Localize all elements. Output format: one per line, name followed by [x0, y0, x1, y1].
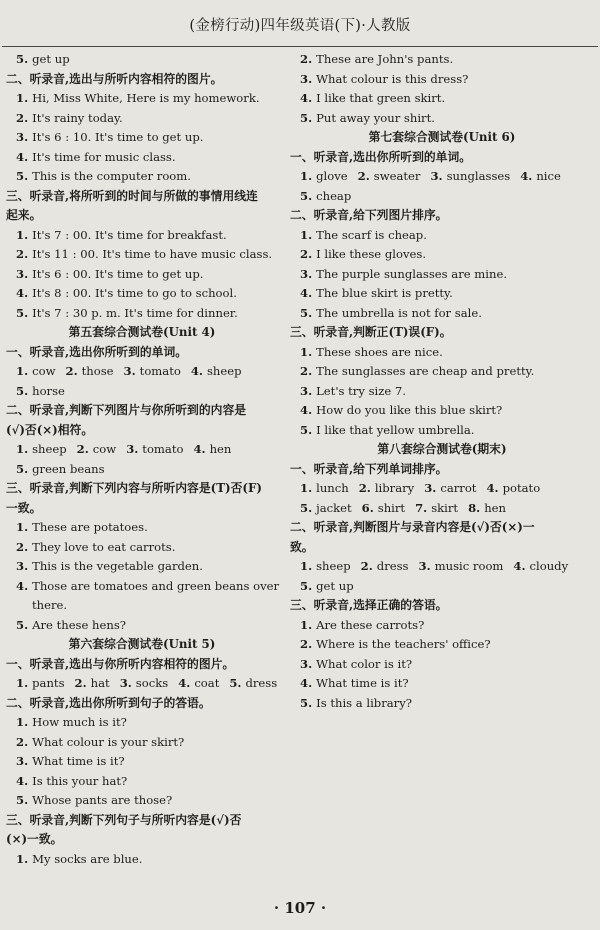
item-word: sunglasses — [446, 169, 511, 183]
item-text: This is the computer room. — [32, 169, 191, 183]
item-number: 2. — [300, 637, 313, 651]
item-number: 1. — [300, 344, 313, 359]
section-heading: 二、听录音,选出你所听到句子的答语。 — [6, 695, 211, 710]
item-text: These are potatoes. — [32, 520, 148, 534]
item-word: pants — [32, 676, 65, 690]
item-text: get up — [316, 578, 354, 593]
item-text: This is the vegetable garden. — [32, 559, 203, 573]
item-number: 4. — [300, 403, 313, 417]
answer-item — [6, 109, 278, 129]
item-word: nice — [536, 169, 561, 183]
item-text: get up — [32, 52, 70, 66]
word-list — [290, 499, 594, 519]
item-word: sweater — [373, 169, 421, 183]
item-text: Where is the teachers' office? — [316, 637, 491, 651]
item-number: 5. — [229, 676, 242, 690]
item-word: sheep — [32, 442, 67, 456]
item-number: 1. — [16, 91, 29, 105]
section-heading: 三、听录音,判断下列内容与所听内容是(T)否(F) — [6, 481, 262, 495]
answer-item — [6, 245, 278, 265]
item-number: 2. — [16, 539, 29, 554]
answer-item — [6, 713, 278, 733]
item-number: 1. — [300, 617, 313, 632]
item-number: 4. — [16, 773, 29, 788]
answer-item — [6, 518, 278, 538]
item-number: 3. — [123, 364, 136, 378]
item-number: 3. — [126, 442, 139, 456]
item-number: 5. — [300, 305, 313, 320]
answer-item — [6, 167, 278, 187]
item-text: Whose pants are those? — [32, 793, 173, 807]
item-text: How much is it? — [32, 715, 127, 729]
item-number: 6. — [361, 500, 374, 515]
item-number: 4. — [16, 149, 29, 164]
item-number: 5. — [300, 500, 313, 515]
answer-item — [290, 694, 594, 714]
item-number: 2. — [65, 364, 78, 378]
item-number: 5. — [300, 695, 313, 710]
item-number: 4. — [513, 559, 526, 573]
answer-item — [290, 343, 594, 363]
item-number: 3. — [119, 676, 132, 690]
item-word: socks — [135, 676, 169, 690]
item-number: 4. — [300, 91, 313, 105]
answer-item — [290, 109, 594, 129]
item-text: It's 6 : 10. It's time to get up. — [32, 130, 204, 144]
item-text: It's 7 : 00. It's time for breakfast. — [32, 227, 227, 242]
answer-item — [6, 382, 278, 402]
item-text: It's 7 : 30 p. m. It's time for dinner. — [32, 305, 238, 320]
item-text: What color is it? — [316, 656, 413, 671]
answer-item — [290, 50, 594, 70]
item-word: sheep — [316, 559, 351, 573]
item-number: 4. — [300, 286, 313, 300]
item-text: My socks are blue. — [32, 851, 143, 866]
item-word: music room — [434, 559, 504, 573]
item-word: coat — [194, 676, 220, 690]
item-number: 1. — [16, 520, 29, 534]
item-text: The scarf is cheap. — [316, 227, 427, 242]
item-word: lunch — [316, 481, 349, 495]
item-number: 1. — [300, 559, 313, 573]
item-text: These are John's pants. — [316, 52, 454, 66]
item-number: 2. — [16, 247, 29, 261]
answer-item — [290, 284, 594, 304]
item-text: horse — [32, 383, 65, 398]
test-title: 第七套综合测试卷(Unit 6) — [368, 130, 516, 144]
section-heading: 二、听录音,判断下列图片与你所听到的内容是 — [6, 403, 247, 417]
word-list — [6, 440, 278, 460]
item-number: 5. — [16, 383, 29, 398]
item-text: I like that green skirt. — [316, 91, 446, 105]
item-number: 4. — [486, 481, 499, 495]
item-word: dress — [245, 676, 278, 690]
item-text: How do you like this blue skirt? — [316, 403, 503, 417]
item-number: 4. — [16, 578, 29, 593]
item-word: potato — [502, 481, 541, 495]
item-number: 5. — [300, 578, 313, 593]
item-word: carrot — [440, 481, 477, 495]
item-number: 2. — [357, 169, 370, 183]
answer-item — [6, 791, 278, 811]
item-number: 2. — [360, 559, 373, 573]
section-heading: 一、听录音,选出与你所听内容相符的图片。 — [6, 656, 235, 671]
word-list — [6, 362, 278, 382]
answer-item — [290, 89, 594, 109]
item-number: 4. — [178, 676, 191, 690]
item-text: It's rainy today. — [32, 110, 123, 125]
item-number: 1. — [16, 442, 29, 456]
answer-item — [6, 850, 278, 870]
section-heading: 二、听录音,判断图片与录音内容是(√)否(×)一 — [290, 520, 535, 534]
answer-item — [6, 265, 278, 285]
item-text: The sunglasses are cheap and pretty. — [316, 364, 535, 378]
item-number: 8. — [468, 500, 481, 515]
answer-item — [290, 655, 594, 675]
word-list — [290, 557, 594, 577]
item-number: 3. — [418, 559, 431, 573]
answer-item — [290, 70, 594, 90]
answer-item — [6, 772, 278, 792]
item-text: What colour is this dress? — [316, 71, 469, 86]
item-number: 1. — [16, 676, 29, 690]
item-number: 2. — [358, 481, 371, 495]
item-number: 2. — [74, 676, 87, 690]
section-heading-continued: (√)否(×)相符。 — [6, 422, 94, 437]
item-number: 2. — [300, 247, 313, 261]
item-number: 4. — [193, 442, 206, 456]
item-word: hen — [484, 500, 506, 515]
item-number: 2. — [16, 110, 29, 125]
item-number: 5. — [300, 188, 313, 203]
item-text: What time is it? — [316, 676, 409, 690]
word-list — [290, 167, 594, 187]
item-text: Is this your hat? — [32, 773, 128, 788]
page-header: (金榜行动)四年级英语(下)·人教版 — [189, 18, 411, 34]
item-text: Put away your shirt. — [316, 110, 435, 125]
item-number: 1. — [16, 715, 29, 729]
item-number: 1. — [16, 851, 29, 866]
item-word: jacket — [316, 500, 352, 515]
section-heading: 三、听录音,将所听到的时间与所做的事情用线连 — [6, 188, 258, 203]
section-heading-continued: 起来。 — [6, 208, 42, 222]
answer-item — [290, 421, 594, 441]
section-heading-continued: 一致。 — [6, 500, 42, 515]
answer-item — [290, 635, 594, 655]
item-number: 2. — [76, 442, 89, 456]
item-text: cheap — [316, 188, 352, 203]
item-number: 1. — [300, 227, 313, 242]
item-number: 4. — [520, 169, 533, 183]
test-title: 第八套综合测试卷(期末) — [377, 442, 507, 456]
item-text: I like these gloves. — [316, 247, 427, 261]
item-number: 3. — [424, 481, 437, 495]
section-heading-continued: (×)一致。 — [6, 832, 63, 846]
answer-item — [6, 226, 278, 246]
answer-item — [6, 538, 278, 558]
item-text: Those are tomatoes and green beans over — [32, 578, 280, 593]
test-title: 第五套综合测试卷(Unit 4) — [68, 325, 216, 339]
section-heading: 三、听录音,选择正确的答语。 — [290, 598, 448, 612]
answer-item — [6, 577, 278, 597]
answer-item — [290, 187, 594, 207]
item-number: 1. — [300, 481, 313, 495]
item-word: tomato — [142, 442, 184, 456]
answer-item — [290, 382, 594, 402]
item-word: library — [374, 481, 415, 495]
item-text: Is this a library? — [316, 695, 412, 710]
item-number: 3. — [300, 656, 313, 671]
item-text: I like that yellow umbrella. — [316, 422, 475, 437]
item-number: 3. — [16, 266, 29, 281]
item-word: tomato — [139, 364, 181, 378]
left-column — [6, 50, 278, 869]
item-word: sheep — [206, 364, 242, 378]
answer-item — [6, 557, 278, 577]
item-text: green beans — [32, 461, 105, 476]
item-text: The blue skirt is pretty. — [316, 286, 453, 300]
item-word: cow — [32, 364, 56, 378]
section-heading: 二、听录音,选出与所听内容相符的图片。 — [6, 71, 223, 86]
right-column — [290, 50, 594, 713]
item-number: 1. — [300, 169, 313, 183]
answer-item — [6, 616, 278, 636]
item-number: 3. — [16, 754, 29, 768]
item-number: 2. — [300, 52, 313, 66]
item-number: 2. — [300, 364, 313, 378]
word-list — [6, 674, 278, 694]
item-number: 1. — [16, 227, 29, 242]
item-text: It's 6 : 00. It's time to get up. — [32, 266, 204, 281]
item-number: 5. — [16, 461, 29, 476]
answer-item — [6, 89, 278, 109]
item-number: 5. — [16, 169, 29, 183]
answer-item — [6, 460, 278, 480]
item-text: The purple sunglasses are mine. — [316, 266, 507, 281]
item-word: cow — [92, 442, 117, 456]
item-word: shirt — [377, 500, 406, 515]
answer-item — [6, 148, 278, 168]
section-heading: 二、听录音,给下列图片排序。 — [290, 208, 448, 222]
answer-item — [290, 674, 594, 694]
item-word: dress — [376, 559, 409, 573]
item-word: hat — [90, 676, 110, 690]
item-number: 3. — [300, 71, 313, 86]
section-heading: 一、听录音,选出你所听到的单词。 — [6, 344, 188, 359]
item-text: These shoes are nice. — [316, 344, 443, 359]
test-title: 第六套综合测试卷(Unit 5) — [68, 637, 216, 651]
section-heading: 一、听录音,选出你所听到的单词。 — [290, 149, 472, 164]
answer-item — [290, 577, 594, 597]
item-word: those — [81, 364, 114, 378]
page-number: · 107 · — [273, 899, 327, 917]
answer-item — [290, 245, 594, 265]
section-heading: 三、听录音,判断下列句子与所听内容是(√)否 — [6, 812, 242, 827]
answer-item — [290, 226, 594, 246]
item-word: hen — [209, 442, 232, 456]
item-number: 3. — [16, 130, 29, 144]
item-number: 4. — [190, 364, 203, 378]
item-text: It's 11 : 00. It's time to have music class. — [32, 247, 273, 261]
word-list — [290, 479, 594, 499]
answer-item — [290, 616, 594, 636]
item-number: 5. — [16, 793, 29, 807]
answer-item — [290, 304, 594, 324]
answer-item — [290, 362, 594, 382]
item-word: glove — [316, 169, 348, 183]
item-number: 3. — [300, 383, 313, 398]
item-number: 2. — [16, 734, 29, 749]
section-heading-continued: 致。 — [290, 539, 314, 554]
item-text: What colour is your skirt? — [32, 734, 185, 749]
answer-item — [6, 128, 278, 148]
item-text: Let's try size 7. — [316, 383, 406, 398]
item-number: 5. — [300, 422, 313, 437]
item-number: 5. — [16, 617, 29, 632]
item-number: 3. — [16, 559, 29, 573]
item-text: It's time for music class. — [32, 149, 176, 164]
item-number: 7. — [415, 500, 428, 515]
item-text: Are these hens? — [32, 617, 127, 632]
item-number: 5. — [300, 110, 313, 125]
answer-item — [6, 733, 278, 753]
answer-item — [290, 401, 594, 421]
answer-item — [6, 284, 278, 304]
item-text: Hi, Miss White, Here is my homework. — [32, 91, 260, 105]
item-number: 5. — [16, 52, 29, 66]
item-text: It's 8 : 00. It's time to go to school. — [32, 286, 237, 300]
header-divider — [2, 46, 598, 47]
section-heading: 三、听录音,判断正(T)误(F)。 — [290, 325, 452, 339]
answer-item — [6, 50, 278, 70]
item-number: 4. — [300, 676, 313, 690]
item-number: 1. — [16, 364, 29, 378]
item-continued: there. — [32, 598, 68, 612]
item-number: 3. — [430, 169, 443, 183]
answer-item — [290, 265, 594, 285]
item-number: 3. — [300, 266, 313, 281]
item-number: 5. — [16, 305, 29, 320]
item-number: 4. — [16, 286, 29, 300]
item-text: What time is it? — [32, 754, 125, 768]
answer-item — [6, 752, 278, 772]
answer-item — [6, 304, 278, 324]
item-text: The umbrella is not for sale. — [316, 305, 482, 320]
item-text: They love to eat carrots. — [32, 539, 176, 554]
item-text: Are these carrots? — [316, 617, 425, 632]
item-word: skirt — [431, 500, 459, 515]
item-word: cloudy — [529, 559, 569, 573]
section-heading: 一、听录音,给下列单词排序。 — [290, 461, 448, 476]
